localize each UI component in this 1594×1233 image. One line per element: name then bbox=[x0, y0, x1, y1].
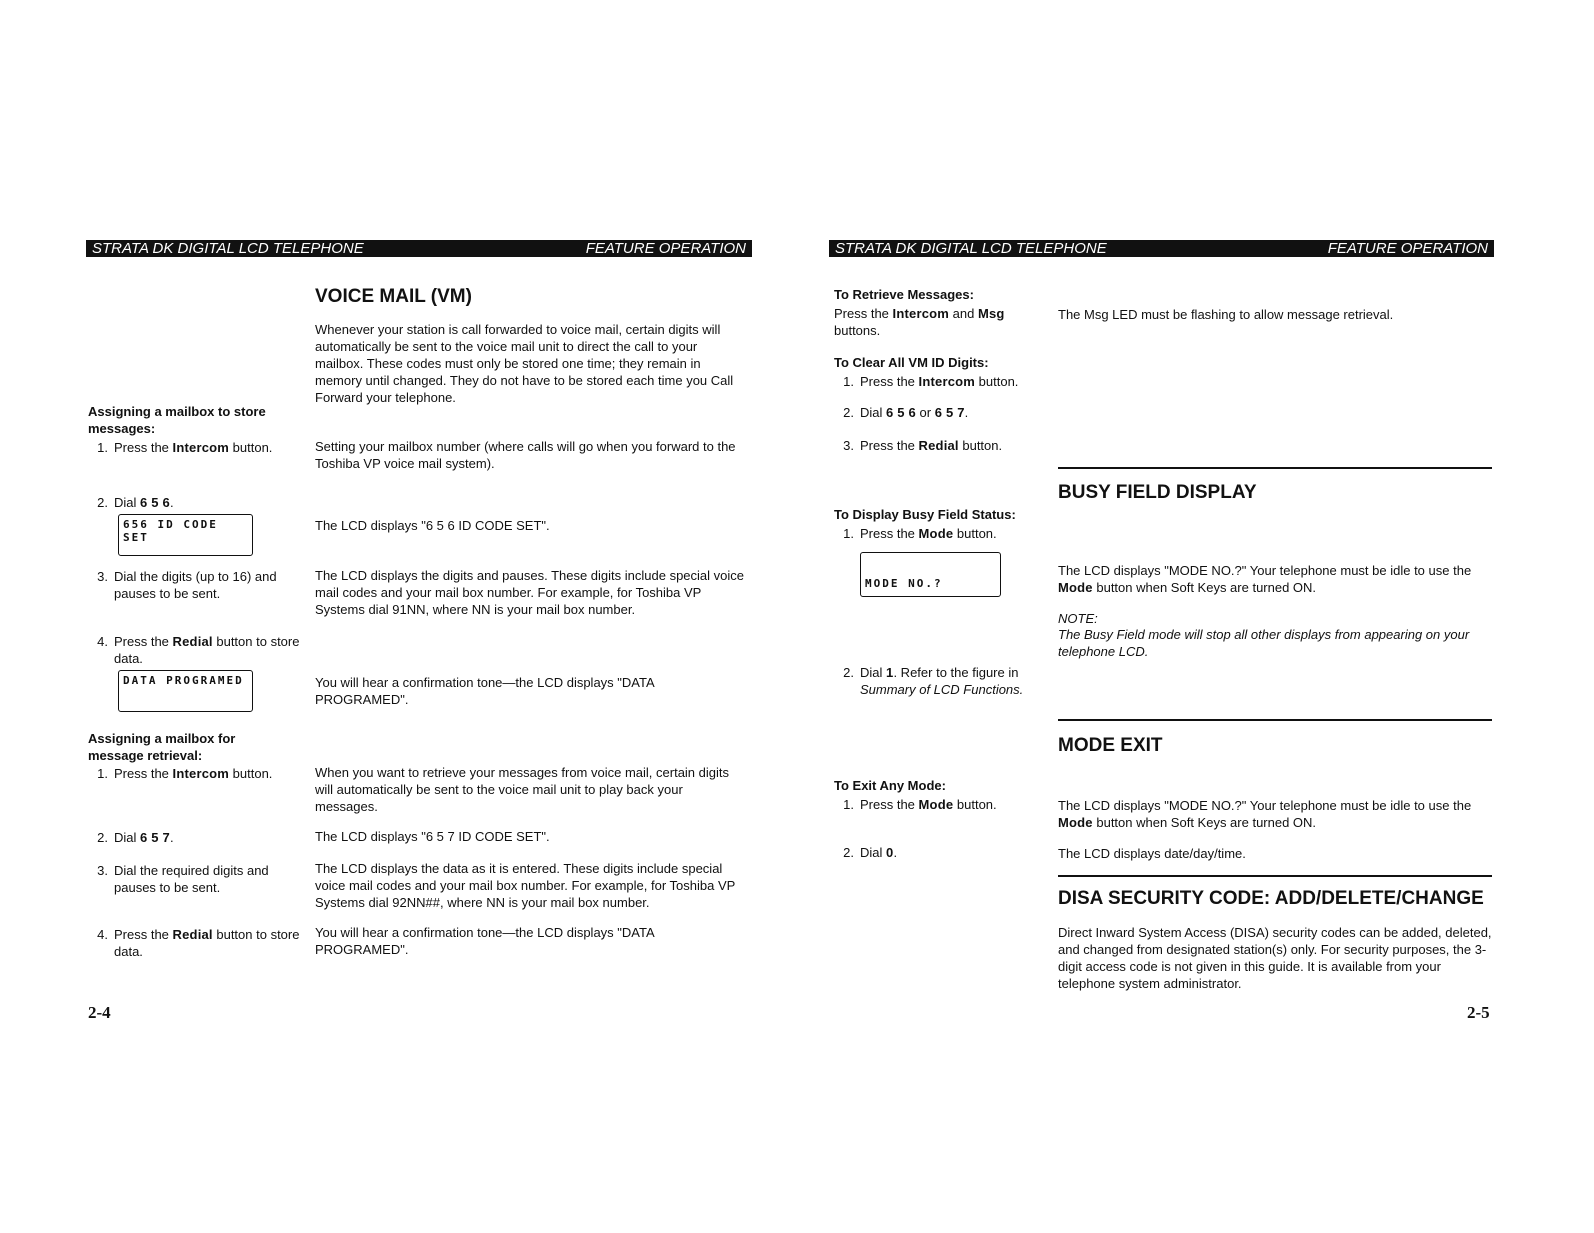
clear-vm-step-2: 2. Dial 6 5 6 or 6 5 7. bbox=[843, 405, 969, 420]
busy-field-rule bbox=[1058, 467, 1492, 469]
right-header-section: FEATURE OPERATION bbox=[1327, 240, 1488, 257]
exit-mode-title: To Exit Any Mode: bbox=[834, 778, 946, 793]
clear-vm-step-1: 1. Press the Intercom button. bbox=[843, 374, 1019, 389]
left-header-bar bbox=[86, 240, 752, 257]
retrieve-messages-desc: The Msg LED must be flashing to allow message retrieval. bbox=[1058, 307, 1394, 322]
disa-heading: DISA SECURITY CODE: ADD/DELETE/CHANGE bbox=[1058, 888, 1484, 909]
retrieve-messages-title: To Retrieve Messages: bbox=[834, 287, 974, 302]
assign-retrieval-step-2: 2. Dial 6 5 7. bbox=[97, 830, 174, 845]
assign-store-step-3: 3. Dial the digits (up to 16) and pauses to be sent. bbox=[97, 569, 277, 601]
busy-field-heading: BUSY FIELD DISPLAY bbox=[1058, 482, 1257, 503]
mode-exit-heading: MODE EXIT bbox=[1058, 735, 1163, 756]
voice-mail-intro: Whenever your station is call forwarded to voice mail, certain digits will automatically be sent to the voice mail unit to direct the call to your mailbox. These codes must only be stored one time; they remain in memory until changed. They do not have to be stored each time you Call Forward your telephone. bbox=[315, 322, 734, 405]
right-header-title: STRATA DK DIGITAL LCD TELEPHONE bbox=[835, 240, 1107, 257]
lcd-display-data-programed: DATA PROGRAMED bbox=[118, 670, 253, 712]
assign-store-step-1: 1. Press the Intercom button. bbox=[97, 440, 273, 455]
disa-text: Direct Inward System Access (DISA) security codes can be added, deleted, and changed from designated station(s) only. For security purposes, the 3-digit access code is not given in this guide. It is available from your telephone system administrator. bbox=[1058, 925, 1492, 991]
assign-retrieval-step-1: 1. Press the Intercom button. bbox=[97, 766, 273, 781]
assign-store-step-4: 4. Press the Redial button to store data. bbox=[97, 634, 300, 666]
voice-mail-heading: VOICE MAIL (VM) bbox=[315, 286, 472, 307]
retrieve-messages-step: Press the Intercom and Msg buttons. bbox=[834, 306, 1005, 338]
assign-retrieval-step-2-desc: The LCD displays "6 5 7 ID CODE SET". bbox=[315, 829, 550, 844]
intercom-key: Intercom bbox=[172, 440, 230, 455]
right-header-bar bbox=[829, 240, 1494, 257]
busy-field-note: The Busy Field mode will stop all other displays from appearing on your telephone LCD. bbox=[1058, 627, 1470, 659]
left-header-section: FEATURE OPERATION bbox=[585, 240, 746, 257]
summary-lcd-reference: Summary of LCD Functions. bbox=[860, 682, 1024, 697]
assign-store-title: Assigning a mailbox to store messages: bbox=[88, 404, 266, 436]
busy-field-desc: The LCD displays "MODE NO.?" Your telephone must be idle to use the Mode button when Soft Keys are turned ON. bbox=[1058, 563, 1472, 595]
exit-mode-step-2: 2. Dial 0. bbox=[843, 845, 898, 860]
left-header-title: STRATA DK DIGITAL LCD TELEPHONE bbox=[92, 240, 364, 257]
disa-rule bbox=[1058, 875, 1492, 877]
clear-vm-title: To Clear All VM ID Digits: bbox=[834, 355, 989, 370]
assign-store-step-2-desc: The LCD displays "6 5 6 ID CODE SET". bbox=[315, 518, 550, 533]
page-number-right: 2-5 bbox=[1467, 1003, 1490, 1022]
exit-mode-step-1: 1. Press the Mode button. bbox=[843, 797, 997, 812]
exit-mode-step-1-desc: The LCD displays "MODE NO.?" Your telephone must be idle to use the Mode button when Soft Keys are turned ON. bbox=[1058, 798, 1472, 830]
busy-field-note-label: NOTE: bbox=[1058, 611, 1098, 626]
assign-retrieval-title: Assigning a mailbox for message retrieval: bbox=[88, 731, 236, 763]
assign-store-step-2: 2. Dial 6 5 6. bbox=[97, 495, 174, 510]
lcd-display-656: 656 ID CODE SET bbox=[118, 514, 253, 556]
busy-field-title: To Display Busy Field Status: bbox=[834, 507, 1016, 522]
page-number-left: 2-4 bbox=[88, 1003, 111, 1022]
assign-retrieval-step-3-desc: The LCD displays the data as it is entered. These digits include special voice mail codes and your mail box number. For example, for Toshiba VP Systems dial 92NN##, where NN is your mail box number. bbox=[315, 861, 736, 910]
assign-retrieval-step-4-desc: You will hear a confirmation tone—the LCD displays "DATA PROGRAMED". bbox=[315, 925, 654, 957]
busy-field-step-1: 1. Press the Mode button. bbox=[843, 526, 997, 541]
mode-exit-rule bbox=[1058, 719, 1492, 721]
exit-mode-step-2-desc: The LCD displays date/day/time. bbox=[1058, 846, 1246, 861]
assign-retrieval-step-1-desc: When you want to retrieve your messages from voice mail, certain digits will automatically be sent to the voice mail unit to play back your messages. bbox=[315, 765, 730, 814]
clear-vm-step-3: 3. Press the Redial button. bbox=[843, 438, 1003, 453]
assign-retrieval-step-3: 3. Dial the required digits and pauses to be sent. bbox=[97, 863, 269, 895]
busy-field-step-2: 2. Dial 1. Refer to the figure in Summary of LCD Functions. bbox=[834, 664, 1046, 698]
assign-store-step-1-desc: Setting your mailbox number (where calls will go when you forward to the Toshiba VP voice mail system). bbox=[315, 439, 736, 471]
assign-retrieval-step-4: 4. Press the Redial button to store data. bbox=[97, 927, 300, 959]
lcd-display-mode-no: MODE NO.? bbox=[860, 552, 1001, 597]
assign-store-step-3-desc: The LCD displays the digits and pauses. These digits include special voice mail codes and your mail box number. For example, for Toshiba VP Systems dial 91NN, where NN is your mail box number. bbox=[315, 568, 744, 617]
assign-store-step-4-desc: You will hear a confirmation tone—the LCD displays "DATA PROGRAMED". bbox=[315, 675, 654, 707]
